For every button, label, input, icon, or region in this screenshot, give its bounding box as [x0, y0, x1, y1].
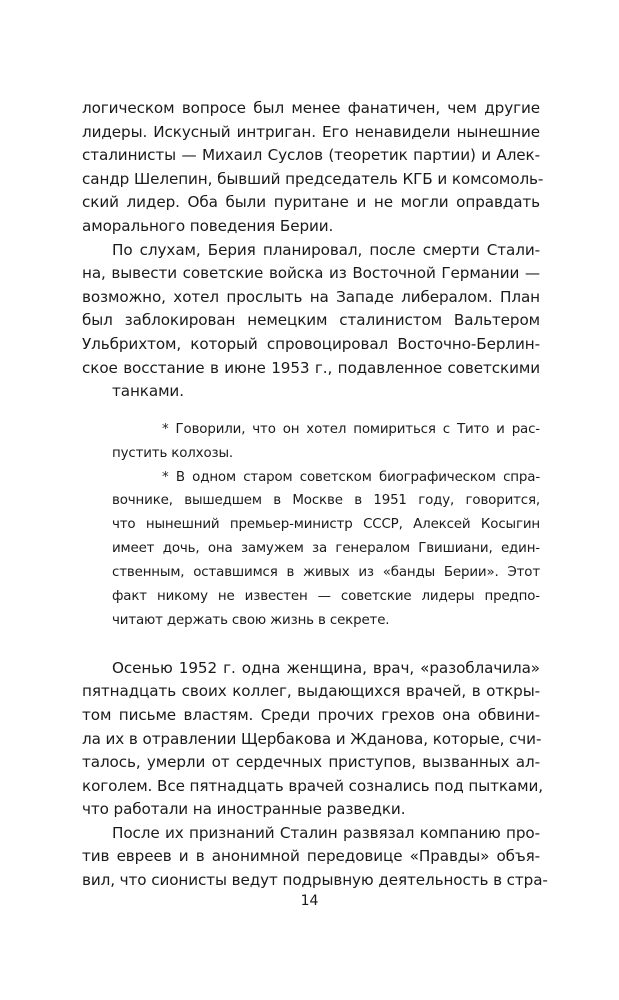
page-number: 14 [300, 893, 319, 909]
text-line: был заблокирован немецким сталинистом Вальтером [82, 311, 540, 330]
text-line: возможно, хотел прослыть на Западе либералом. План [82, 287, 540, 306]
text-line: лидеры. Искусный интриган. Его ненавидели нынешние [82, 122, 540, 141]
text-line: вил, что сионисты ведут подрывную деятельность в стра- [82, 871, 548, 890]
footnotes [82, 418, 540, 633]
text-line: Осенью 1952 г. одна женщина, врач, «разоблачила» [112, 658, 540, 677]
text-line: тив евреев и в анонимной передовице «Правды» объя- [82, 847, 540, 866]
text-line: что работали на иностранные разведки. [82, 800, 406, 819]
footnote-line: что нынешний премьер-министр СССР, Алексей Косыгин [112, 517, 540, 533]
section-gap [82, 633, 540, 657]
text-line: По слухам, Берия планировал, после смерти Стали- [112, 240, 540, 259]
text-line: пятнадцать своих коллег, выдающихся врачей, в откры- [82, 682, 540, 701]
text-line: на, вывести советские войска из Восточной Германии — [82, 264, 540, 283]
page-content [82, 97, 548, 893]
text-line: ский лидер. Оба были пуритане и не могли оправдать [82, 193, 540, 212]
footnote-line: читают держать свою жизнь в секрете. [112, 612, 390, 628]
footnote-line: факт никому не известен — советские лидеры предпо- [112, 588, 540, 604]
body-text-top [82, 97, 544, 404]
text-line: Ульбрихтом, который спровоцировал Восточно-Берлин- [82, 334, 540, 353]
text-line: сталинисты — Михаил Суслов (теоретик партии) и Алек- [82, 146, 540, 165]
text-line: танками. [112, 382, 184, 401]
text-line: коголем. Все пятнадцать врачей сознались под пытками, [82, 776, 543, 795]
text-line: После их признаний Сталин развязал компанию про- [112, 823, 540, 842]
text-line: аморального поведения Берии. [82, 216, 334, 235]
text-line: логическом вопросе был менее фанатичен, чем другие [82, 99, 540, 117]
footnote-line: ственным, оставшимся в живых из «банды Берии». Этот [112, 565, 540, 581]
body-text-bottom [82, 657, 548, 893]
text-line: том письме властям. Среди прочих грехов она обвини- [82, 705, 540, 724]
footnote-line: пустить колхозы. [112, 445, 233, 461]
footnote-line: * В одном старом советском биографическом спра- [162, 469, 540, 485]
text-line: сандр Шелепин, бывший председатель КГБ и комсомоль- [82, 169, 544, 188]
text-line: талось, умерли от сердечных приступов, вызванных ал- [82, 753, 540, 772]
footnote-line: имеет дочь, она замужем за генералом Гвишиани, един- [112, 541, 540, 557]
footnote-line: вочнике, вышедшем в Москве в 1951 году, говорится, [112, 493, 540, 509]
footnote-line: * Говорили, что он хотел помириться с Тито и рас- [162, 421, 540, 437]
text-line: ла их в отравлении Щербакова и Жданова, которые, счи- [82, 729, 542, 748]
text-line: ское восстание в июне 1953 г., подавленное советскими [82, 358, 540, 377]
